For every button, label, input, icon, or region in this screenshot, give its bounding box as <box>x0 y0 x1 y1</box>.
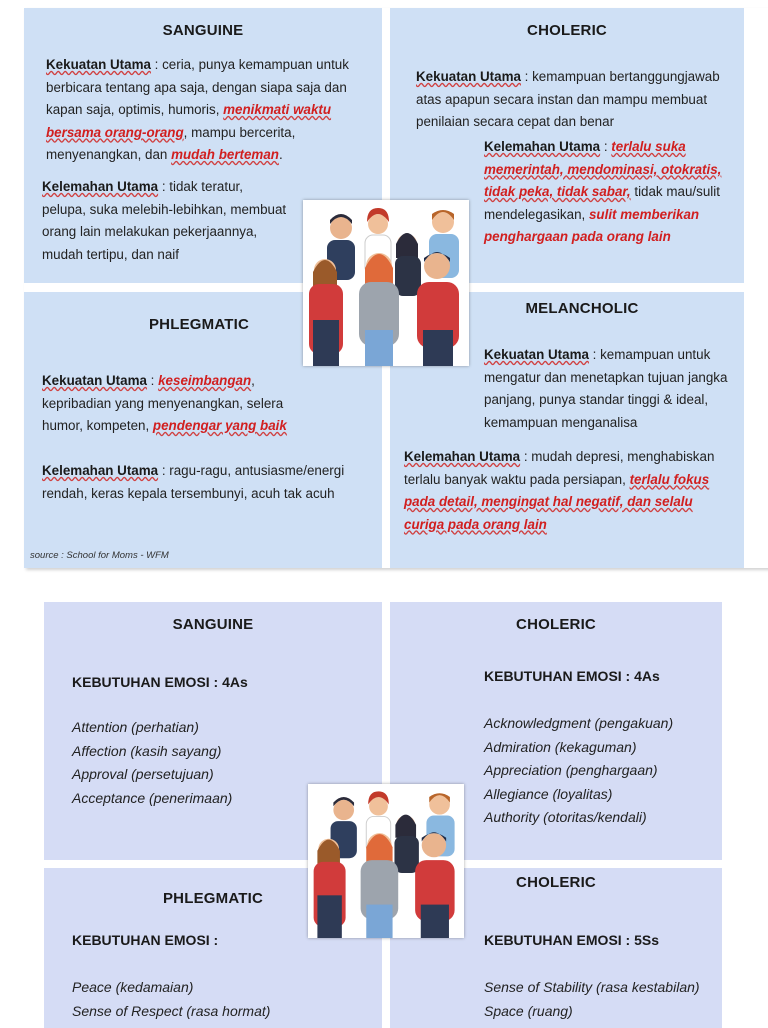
choleric-needs-heading: KEBUTUHAN EMOSI : 4As <box>484 668 660 684</box>
list-item: Attention (perhatian) <box>72 719 199 735</box>
group-of-people-illustration <box>303 200 469 366</box>
sanguine-needs-heading: KEBUTUHAN EMOSI : 4As <box>72 674 248 690</box>
phlegmatic-needs-title: PHLEGMATIC <box>162 890 264 907</box>
choleric-stability-needs-list <box>484 976 700 1023</box>
sanguine-strength-text: Kekuatan Utama : ceria, punya kemampuan untuk berbicara tentang apa saja, dengan siapa saja dan kapan saja, optimis, humoris, menikmati waktu bersama orang-orang, mampu bercerita, menyenangkan, dan mudah berteman. <box>46 57 349 163</box>
top-infographic <box>24 8 768 568</box>
melancholic-weakness-text: Kelemahan Utama : mudah depresi, menghabiskan terlalu banyak waktu pada persiapan, terlalu fokus pada detail, mengingat hal negatif, dan selalu curiga pada orang lain <box>404 449 715 532</box>
choleric-needs-title: CHOLERIC <box>516 616 596 633</box>
list-item: Authority (otoritas/kendali) <box>484 809 647 825</box>
list-item: Allegiance (loyalitas) <box>484 785 613 802</box>
bottom-infographic <box>44 602 734 1024</box>
phlegmatic-needs-heading: KEBUTUHAN EMOSI : <box>72 932 219 948</box>
sanguine-title: SANGUINE <box>162 22 244 39</box>
phlegmatic-weakness-text: Kelemahan Utama : ragu-ragu, antusiasme/energi rendah, keras kepala tersembunyi, acuh tak acuh <box>42 463 345 501</box>
melancholic-strength-text: Kekuatan Utama : kemampuan untuk mengatur dan menetapkan tujuan jangka panjang, punya standar tinggi & ideal, kemampuan menganalisa <box>484 347 728 430</box>
list-item: Admiration (kekaguman) <box>484 738 637 755</box>
list-item: Affection (kasih sayang) <box>72 742 222 759</box>
phlegmatic-strength-text: Kekuatan Utama : keseimbangan, kepribadian yang menyenangkan, selera humor, kompeten, pendengar yang baik <box>42 373 287 434</box>
melancholic-title: MELANCHOLIC <box>525 300 639 317</box>
group-of-people-illustration <box>308 784 464 938</box>
list-item: Peace (kedamaian) <box>72 979 194 995</box>
list-item: Acknowledgment (pengakuan) <box>484 715 674 731</box>
list-item: Space (ruang) <box>484 1002 573 1019</box>
list-item: Approval (persetujuan) <box>72 766 214 782</box>
phlegmatic-needs-list <box>72 976 270 1023</box>
list-item: Appreciation (penghargaan) <box>484 762 658 778</box>
people-icon <box>303 200 469 366</box>
choleric-title: CHOLERIC <box>527 22 607 39</box>
phlegmatic-title: PHLEGMATIC <box>148 316 250 333</box>
list-item: Acceptance (penerimaan) <box>72 789 233 806</box>
list-item: Sense of Stability (rasa kestabilan) <box>484 979 700 995</box>
sanguine-needs-list <box>72 716 232 810</box>
choleric-strength-text: Kekuatan Utama : kemampuan bertanggungjawab atas apapun secara instan dan mampu membuat penilaian secara cepat dan benar <box>416 69 720 130</box>
sanguine-needs-title: SANGUINE <box>172 616 254 633</box>
source-note: source : School for Moms - WFM <box>30 550 169 561</box>
choleric-stability-needs-heading: KEBUTUHAN EMOSI : 5Ss <box>484 932 660 948</box>
choleric-weakness-text: Kelemahan Utama : terlalu suka memerintah, mendominasi, otokratis, tidak peka, tidak sabar, tidak mau/sulit mendelegasikan, sulit memberikan penghargaan pada orang lain <box>484 139 722 245</box>
list-item: Sense of Respect (rasa hormat) <box>72 1002 271 1019</box>
sanguine-weakness-text: Kelemahan Utama : tidak teratur, pelupa, suka melebih-lebihkan, membuat orang lain melakukan pekerjaannya, mudah tertipu, dan naif <box>42 179 287 262</box>
people-icon <box>308 784 464 938</box>
choleric-needs-list <box>484 712 673 830</box>
choleric-stability-needs-title: CHOLERIC <box>516 874 596 891</box>
